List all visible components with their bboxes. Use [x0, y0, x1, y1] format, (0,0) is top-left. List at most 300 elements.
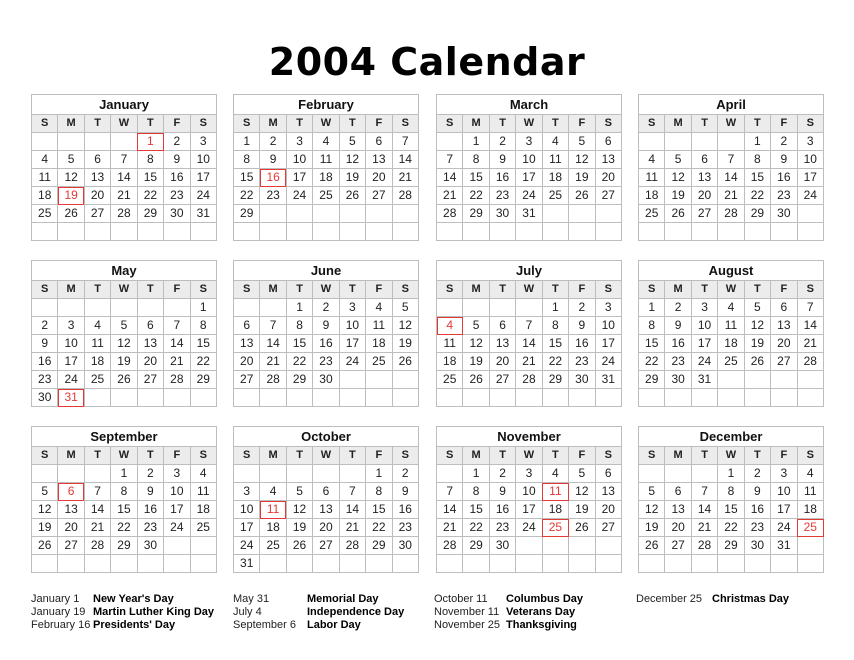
day-cell: 13	[84, 169, 110, 187]
day-cell: 16	[489, 169, 515, 187]
day-cell: 28	[691, 537, 717, 555]
weekday-header: T	[744, 115, 770, 133]
weekday-header: T	[137, 281, 163, 299]
day-cell: 11	[437, 335, 463, 353]
holiday-row	[434, 606, 583, 619]
empty-cell	[260, 205, 286, 223]
day-cell: 26	[463, 371, 489, 389]
day-cell: 30	[489, 205, 515, 223]
month-name: August	[639, 261, 824, 281]
day-cell: 29	[718, 537, 744, 555]
day-cell: 20	[58, 519, 84, 537]
empty-cell	[260, 223, 286, 241]
empty-cell	[366, 371, 392, 389]
day-cell: 18	[313, 169, 339, 187]
day-cell: 31	[595, 371, 621, 389]
weekday-header: T	[489, 447, 515, 465]
day-cell: 15	[366, 501, 392, 519]
day-cell: 18	[84, 353, 110, 371]
empty-cell	[286, 555, 312, 573]
day-cell: 22	[111, 519, 137, 537]
day-cell: 26	[665, 205, 691, 223]
weekday-header: M	[665, 281, 691, 299]
day-cell: 13	[489, 335, 515, 353]
weekday-header: W	[313, 281, 339, 299]
day-cell: 7	[437, 151, 463, 169]
day-cell: 28	[111, 205, 137, 223]
empty-cell	[58, 555, 84, 573]
weekday-header: S	[639, 447, 665, 465]
day-cell: 8	[718, 483, 744, 501]
empty-cell	[771, 371, 797, 389]
day-cell: 18	[542, 169, 568, 187]
day-cell: 29	[137, 205, 163, 223]
day-cell: 17	[691, 335, 717, 353]
day-cell: 1	[718, 465, 744, 483]
day-cell: 20	[313, 519, 339, 537]
day-cell: 3	[234, 483, 260, 501]
day-cell: 19	[339, 169, 365, 187]
day-cell: 9	[392, 483, 418, 501]
day-cell: 1	[366, 465, 392, 483]
empty-cell	[797, 205, 823, 223]
day-cell: 14	[392, 151, 418, 169]
holiday-row	[434, 593, 583, 606]
weekday-header: T	[137, 115, 163, 133]
weekday-header: S	[639, 115, 665, 133]
day-cell: 20	[137, 353, 163, 371]
empty-cell	[771, 389, 797, 407]
day-cell: 17	[286, 169, 312, 187]
day-cell: 5	[286, 483, 312, 501]
empty-cell	[339, 465, 365, 483]
empty-cell	[691, 555, 717, 573]
empty-cell	[665, 133, 691, 151]
empty-cell	[691, 389, 717, 407]
day-cell: 9	[771, 151, 797, 169]
empty-cell	[84, 299, 110, 317]
day-cell: 30	[665, 371, 691, 389]
empty-cell	[437, 389, 463, 407]
empty-cell	[392, 389, 418, 407]
empty-cell	[260, 465, 286, 483]
day-cell: 24	[771, 519, 797, 537]
empty-cell	[516, 223, 542, 241]
day-cell: 24	[286, 187, 312, 205]
holiday-date: December 25	[636, 593, 703, 605]
day-cell: 2	[260, 133, 286, 151]
empty-cell	[595, 537, 621, 555]
day-cell: 2	[771, 133, 797, 151]
day-cell: 9	[489, 151, 515, 169]
day-cell: 15	[137, 169, 163, 187]
empty-cell	[516, 389, 542, 407]
day-cell: 7	[437, 483, 463, 501]
weekday-header: S	[190, 281, 216, 299]
day-cell: 16	[137, 501, 163, 519]
empty-cell	[164, 555, 190, 573]
day-cell: 4	[542, 465, 568, 483]
day-cell: 4	[718, 299, 744, 317]
day-cell: 17	[771, 501, 797, 519]
empty-cell	[595, 205, 621, 223]
empty-cell	[84, 555, 110, 573]
empty-cell	[595, 555, 621, 573]
day-cell: 28	[339, 537, 365, 555]
day-cell: 6	[595, 465, 621, 483]
day-cell: 26	[32, 537, 58, 555]
day-cell: 30	[569, 371, 595, 389]
day-cell: 19	[111, 353, 137, 371]
holiday-day-cell: 1	[137, 133, 163, 151]
empty-cell	[234, 465, 260, 483]
empty-cell	[797, 555, 823, 573]
day-cell: 29	[639, 371, 665, 389]
empty-cell	[542, 537, 568, 555]
holiday-row	[31, 606, 214, 619]
empty-cell	[339, 555, 365, 573]
weekday-header: S	[797, 281, 823, 299]
holiday-column	[233, 593, 404, 632]
day-cell: 12	[286, 501, 312, 519]
day-cell: 30	[771, 205, 797, 223]
empty-cell	[84, 465, 110, 483]
day-cell: 14	[437, 501, 463, 519]
day-cell: 15	[744, 169, 770, 187]
holiday-date: February 16	[31, 619, 91, 631]
day-cell: 4	[190, 465, 216, 483]
day-cell: 24	[516, 187, 542, 205]
day-cell: 9	[313, 317, 339, 335]
day-cell: 17	[595, 335, 621, 353]
day-cell: 19	[665, 187, 691, 205]
weekday-header: W	[718, 115, 744, 133]
day-cell: 5	[58, 151, 84, 169]
empty-cell	[463, 299, 489, 317]
day-cell: 9	[260, 151, 286, 169]
empty-cell	[691, 465, 717, 483]
holiday-row	[233, 619, 404, 632]
weekday-header: W	[111, 281, 137, 299]
empty-cell	[437, 299, 463, 317]
day-cell: 19	[569, 501, 595, 519]
empty-cell	[32, 223, 58, 241]
empty-cell	[32, 555, 58, 573]
day-cell: 5	[639, 483, 665, 501]
day-cell: 5	[569, 133, 595, 151]
empty-cell	[639, 465, 665, 483]
empty-cell	[595, 223, 621, 241]
day-cell: 25	[718, 353, 744, 371]
day-cell: 15	[111, 501, 137, 519]
weekday-header: S	[437, 447, 463, 465]
day-cell: 1	[190, 299, 216, 317]
weekday-header: S	[392, 115, 418, 133]
holiday-date: July 4	[233, 606, 262, 618]
day-cell: 3	[286, 133, 312, 151]
day-cell: 2	[569, 299, 595, 317]
day-cell: 17	[234, 519, 260, 537]
day-cell: 22	[744, 187, 770, 205]
day-cell: 6	[691, 151, 717, 169]
day-cell: 2	[313, 299, 339, 317]
day-cell: 19	[32, 519, 58, 537]
month-name: July	[437, 261, 622, 281]
day-cell: 12	[639, 501, 665, 519]
empty-cell	[58, 133, 84, 151]
day-cell: 29	[286, 371, 312, 389]
month-march	[436, 94, 622, 241]
day-cell: 11	[797, 483, 823, 501]
day-cell: 22	[137, 187, 163, 205]
empty-cell	[437, 223, 463, 241]
day-cell: 8	[190, 317, 216, 335]
empty-cell	[111, 555, 137, 573]
day-cell: 18	[639, 187, 665, 205]
day-cell: 10	[595, 317, 621, 335]
day-cell: 23	[771, 187, 797, 205]
holiday-day-cell: 31	[58, 389, 84, 407]
day-cell: 30	[392, 537, 418, 555]
day-cell: 21	[797, 335, 823, 353]
day-cell: 8	[463, 483, 489, 501]
day-cell: 13	[137, 335, 163, 353]
day-cell: 20	[665, 519, 691, 537]
holiday-day-cell: 11	[260, 501, 286, 519]
day-cell: 9	[569, 317, 595, 335]
empty-cell	[392, 555, 418, 573]
empty-cell	[260, 389, 286, 407]
empty-cell	[437, 465, 463, 483]
empty-cell	[32, 133, 58, 151]
day-cell: 26	[392, 353, 418, 371]
weekday-header: F	[771, 447, 797, 465]
day-cell: 28	[260, 371, 286, 389]
empty-cell	[797, 371, 823, 389]
holiday-row	[434, 619, 583, 632]
day-cell: 24	[516, 519, 542, 537]
weekday-header: S	[190, 115, 216, 133]
day-cell: 15	[286, 335, 312, 353]
day-cell: 7	[392, 133, 418, 151]
day-cell: 9	[32, 335, 58, 353]
day-cell: 29	[234, 205, 260, 223]
day-cell: 28	[718, 205, 744, 223]
day-cell: 10	[164, 483, 190, 501]
weekday-header: S	[234, 281, 260, 299]
day-cell: 31	[516, 205, 542, 223]
weekday-header: W	[516, 281, 542, 299]
day-cell: 16	[744, 501, 770, 519]
weekday-header: S	[437, 281, 463, 299]
day-cell: 19	[639, 519, 665, 537]
month-july	[436, 260, 622, 407]
weekday-header: W	[313, 115, 339, 133]
holiday-date: October 11	[434, 593, 488, 605]
weekday-header: M	[665, 115, 691, 133]
empty-cell	[437, 133, 463, 151]
day-cell: 20	[595, 501, 621, 519]
day-cell: 3	[771, 465, 797, 483]
empty-cell	[111, 133, 137, 151]
weekday-header: M	[665, 447, 691, 465]
day-cell: 23	[489, 187, 515, 205]
day-cell: 3	[339, 299, 365, 317]
day-cell: 16	[32, 353, 58, 371]
empty-cell	[286, 389, 312, 407]
day-cell: 25	[260, 537, 286, 555]
day-cell: 29	[463, 205, 489, 223]
day-cell: 21	[392, 169, 418, 187]
weekday-header: T	[744, 281, 770, 299]
empty-cell	[392, 205, 418, 223]
day-cell: 17	[516, 169, 542, 187]
empty-cell	[339, 223, 365, 241]
day-cell: 11	[84, 335, 110, 353]
weekday-header: T	[542, 447, 568, 465]
day-cell: 20	[234, 353, 260, 371]
month-name: March	[437, 95, 622, 115]
day-cell: 10	[691, 317, 717, 335]
day-cell: 12	[744, 317, 770, 335]
month-name: December	[639, 427, 824, 447]
day-cell: 4	[260, 483, 286, 501]
weekday-header: T	[691, 115, 717, 133]
empty-cell	[234, 389, 260, 407]
empty-cell	[366, 223, 392, 241]
empty-cell	[366, 389, 392, 407]
empty-cell	[313, 205, 339, 223]
weekday-header: T	[339, 115, 365, 133]
day-cell: 31	[234, 555, 260, 573]
day-cell: 8	[111, 483, 137, 501]
day-cell: 27	[489, 371, 515, 389]
empty-cell	[32, 299, 58, 317]
day-cell: 30	[137, 537, 163, 555]
weekday-header: T	[542, 115, 568, 133]
day-cell: 17	[797, 169, 823, 187]
day-cell: 9	[744, 483, 770, 501]
day-cell: 14	[437, 169, 463, 187]
day-cell: 28	[797, 353, 823, 371]
day-cell: 13	[595, 483, 621, 501]
day-cell: 12	[569, 151, 595, 169]
empty-cell	[639, 555, 665, 573]
day-cell: 11	[542, 151, 568, 169]
empty-cell	[137, 299, 163, 317]
day-cell: 19	[463, 353, 489, 371]
day-cell: 17	[516, 501, 542, 519]
day-cell: 27	[691, 205, 717, 223]
weekday-header: M	[58, 281, 84, 299]
day-cell: 6	[771, 299, 797, 317]
empty-cell	[569, 555, 595, 573]
day-cell: 15	[718, 501, 744, 519]
day-cell: 18	[190, 501, 216, 519]
month-name: January	[32, 95, 217, 115]
day-cell: 24	[339, 353, 365, 371]
weekday-header: T	[489, 281, 515, 299]
day-cell: 13	[234, 335, 260, 353]
day-cell: 21	[111, 187, 137, 205]
day-cell: 1	[111, 465, 137, 483]
empty-cell	[313, 389, 339, 407]
day-cell: 25	[313, 187, 339, 205]
day-cell: 4	[639, 151, 665, 169]
empty-cell	[313, 555, 339, 573]
day-cell: 6	[313, 483, 339, 501]
day-cell: 10	[58, 335, 84, 353]
empty-cell	[84, 223, 110, 241]
weekday-header: S	[595, 281, 621, 299]
month-may	[31, 260, 217, 407]
day-cell: 25	[190, 519, 216, 537]
day-cell: 10	[516, 483, 542, 501]
weekday-header: S	[595, 447, 621, 465]
day-cell: 2	[137, 465, 163, 483]
day-cell: 21	[84, 519, 110, 537]
day-cell: 1	[542, 299, 568, 317]
month-december	[638, 426, 824, 573]
day-cell: 5	[569, 465, 595, 483]
day-cell: 25	[366, 353, 392, 371]
month-november	[436, 426, 622, 573]
day-cell: 15	[463, 501, 489, 519]
day-cell: 8	[366, 483, 392, 501]
holiday-column	[434, 593, 583, 632]
empty-cell	[639, 223, 665, 241]
empty-cell	[665, 389, 691, 407]
holiday-name: Presidents' Day	[93, 619, 176, 631]
weekday-header: S	[392, 447, 418, 465]
empty-cell	[595, 389, 621, 407]
day-cell: 8	[463, 151, 489, 169]
weekday-header: F	[569, 115, 595, 133]
empty-cell	[489, 223, 515, 241]
day-cell: 1	[463, 133, 489, 151]
day-cell: 26	[639, 537, 665, 555]
day-cell: 6	[234, 317, 260, 335]
empty-cell	[797, 537, 823, 555]
empty-cell	[190, 537, 216, 555]
day-cell: 5	[339, 133, 365, 151]
day-cell: 22	[718, 519, 744, 537]
day-cell: 13	[58, 501, 84, 519]
month-name: October	[234, 427, 419, 447]
day-cell: 23	[137, 519, 163, 537]
day-cell: 16	[665, 335, 691, 353]
weekday-header: T	[286, 447, 312, 465]
empty-cell	[234, 223, 260, 241]
day-cell: 17	[339, 335, 365, 353]
empty-cell	[84, 389, 110, 407]
holiday-name: Veterans Day	[506, 606, 576, 618]
month-name: June	[234, 261, 419, 281]
empty-cell	[437, 555, 463, 573]
day-cell: 7	[516, 317, 542, 335]
day-cell: 19	[286, 519, 312, 537]
day-cell: 27	[595, 187, 621, 205]
empty-cell	[164, 299, 190, 317]
weekday-header: S	[32, 281, 58, 299]
day-cell: 21	[691, 519, 717, 537]
day-cell: 16	[164, 169, 190, 187]
day-cell: 16	[771, 169, 797, 187]
day-cell: 8	[744, 151, 770, 169]
empty-cell	[164, 223, 190, 241]
day-cell: 26	[569, 519, 595, 537]
empty-cell	[190, 223, 216, 241]
